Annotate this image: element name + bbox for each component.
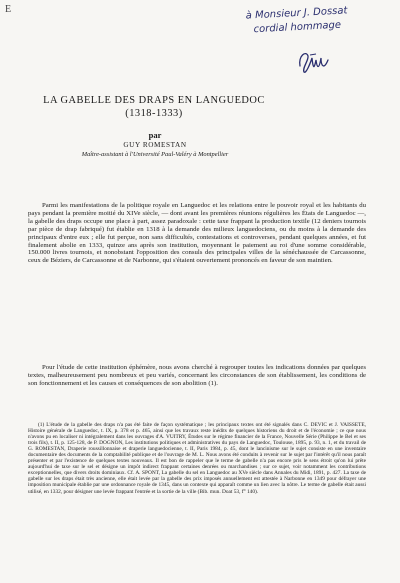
dedication-line-1: à Monsieur J. Dossat (245, 5, 348, 22)
dedication-line-2: cordial hommage (253, 19, 342, 36)
byline-par: par (148, 130, 162, 140)
footnote: (1) L'étude de la gabelle des draps n'a pas été faite de façon systématique ; les principaux textes ont été signalés dans C. DEVIC et J. VAISSETE, Histoire générale de Languedoc, t. IX, p. 378 et p. 465, ainsi que les travaux reste inédits de quelques historiens du droit et de l'économie ; ce que nous n'avons pu en localiser ni intégralement dans les ouvrages d'A. VUITRY, Études sur le régime financier de la France, Nouvelle Série (Philippe le Bel et ses trois fils), t. II, p. 125-128, de P. DOGNON, Les institutions politiques et administratives du pays de Languedoc, Toulouse, 1895, p. 93, n. 1, et du travail de G. ROMESTAN, Draperie roussillonnaise et draperie languedocienne, t. II, Paris 1984, p. 45, dont le lancinisme sur le sujet consiste en une inventaire documentaire des documents de la comptabilité publique et de l'ouvrage de M. L. Nous avons été conduits à revenir sur le sujet par l'intérêt qu'il nous paraît présenter et par l'existence de quelques textes nouveaux. Il est bon de rappeler que le terme de gabelle n'a pas encore pris le sens étroit qu'on lui prête aujourd'hui de taxe sur le sel et désigne un impôt indirect frappant certaines denrées ou marchandises ; sur ce sujet, voir notamment les contributions exceptionnelles, que divers droits dominiaux. Cf. A. SPONT, La gabelle du sel en Languedoc au XVe siècle dans Annales du Midi, 1891, p. 427. La taxe de gabelle sur les draps était très ancienne, elle était levée par la gabelle des prix imposés annuellement est attestée à Narbonne en 1349 pour défrayer une imposition municipale établie par une ordonnance royale de 1345, dans un contexte qui apparaît comme un lien avec la nôtre. Le terme de gabelle était aussi utilisé, en 1332, pour désigner une levée frappant l'entrée et la sortie de la ville (Bib. mun. Doat 53, f° 140). (28, 422, 366, 495)
paragraph-2: Pour l'étude de cette institution éphémère, nous avons cherché à regrouper toutes les indications données par quelques textes, malheureusement peu nombreux et peu variés, concernant les circonstances de son établissement, les conditions de son fonctionnement et les causes et conséquences de son abolition (1). (28, 364, 366, 387)
author-affiliation: Maître-assistant à l'Université Paul-Valéry à Montpellier (81, 151, 229, 158)
handwritten-dedication (221, 3, 372, 39)
corner-mark: E (5, 4, 12, 15)
handwritten-signature (294, 46, 334, 76)
article-title (38, 94, 270, 120)
title-main: LA GABELLE DES DRAPS EN LANGUEDOC (43, 95, 265, 106)
paragraph-1: Parmi les manifestations de la politique royale en Languedoc et les relations entre le pouvoir royal et les habitants du pays pendant la première moitié du XIVe siècle, — dont avant les premières réunions régulières les États de Languedoc —, la gabelle des draps occupe une place à part, assez paradoxale : cette taxe frappant la production textile (12 deniers tournois par pièce de drap fabriqué) fut établie en 1318 à la demande des milieux languedociens, ou du moins à la demande des principaux d'entre eux ; elle fut perçue, non sans difficultés, contestations et controverses, pendant quelques années, et fut finalement abolie en 1333, quinze ans après son institution, moyennant le paiement au roi d'une somme considérable, 150.000 livres tournois, et nonobstant l'opposition des consuls des principales villes de la sénéchaussée de Carcassonne, ceux de Béziers, de Carcassonne et de Narbonne, qui s'étaient ouvertement prononcés en faveur de son maintien. (28, 202, 366, 265)
title-dates: (1318-1333) (125, 108, 183, 119)
author-name: GUY ROMESTAN (123, 141, 187, 149)
